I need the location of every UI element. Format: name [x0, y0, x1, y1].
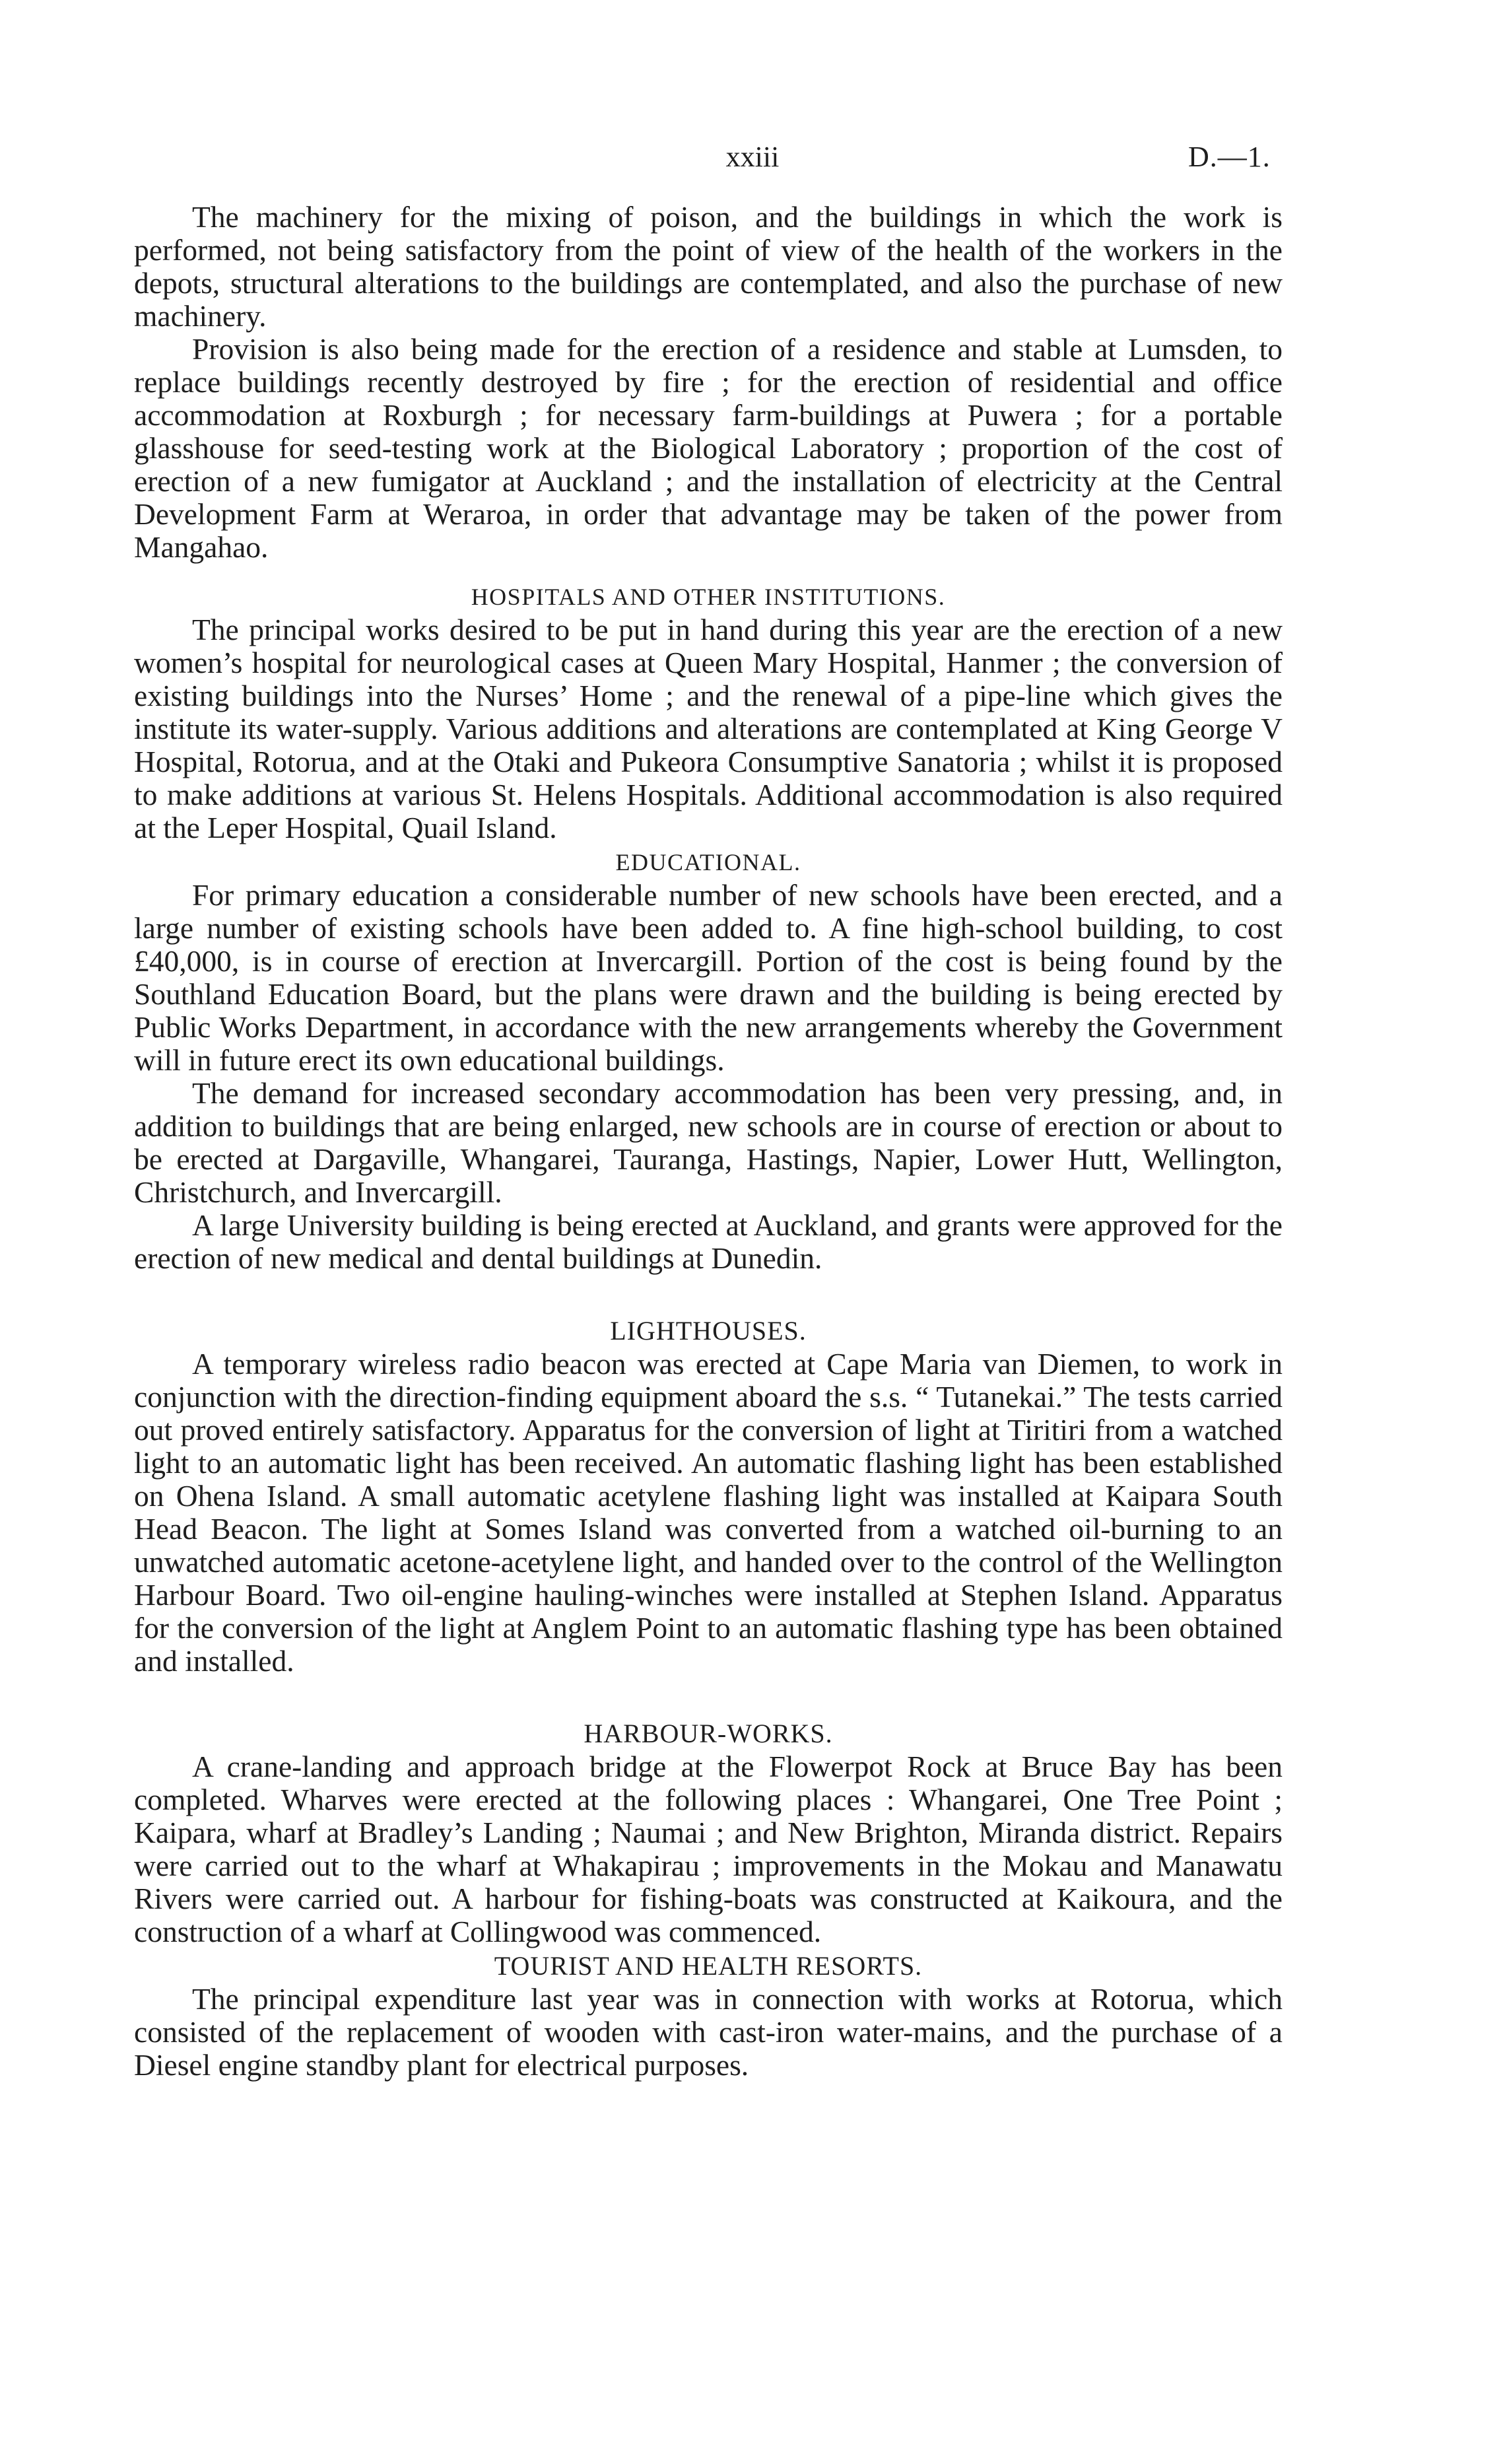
section-heading-tourist-resorts: TOURIST AND HEALTH RESORTS.: [494, 1951, 923, 1981]
paragraph: A large University building is being erected at Auckland, and grants were approved for the erection of new medical and dental buildings at Dunedin.: [134, 1208, 1283, 1275]
paragraph: Provision is also being made for the erection of a residence and stable at Lumsden, to replace buildings recently destroyed by fire ; for the erection of residential and office accommodation at Roxburgh ; for necessary farm-buildings at Puwera ; for a portable glasshouse for seed-testing work at the Biological Laboratory ; proportion of the cost of erection of a new fumigator at Auckland ; and the installation of electricity at the Central Development Farm at Weraroa, in order that advantage may be taken of the power from Mangahao.: [134, 332, 1283, 564]
document-reference: D.—1.: [1188, 141, 1271, 173]
section-heading-harbour-works: HARBOUR-WORKS.: [584, 1719, 833, 1748]
paragraph: For primary education a considerable number of new schools have been erected, and a large number of existing schools have been added to. A fine high-school building, to cost £40,000, is in course of erection at Invercargill. Portion of the cost is being found by the Southland Education Board, but the plans were drawn and the building is being erected by Public Works Department, in accordance with the new arrangements whereby the Government will in future erect its own educational buildings.: [134, 878, 1283, 1077]
section-heading-educational: EDUCATIONAL.: [615, 849, 801, 875]
page-number: xxiii: [725, 141, 780, 173]
section-heading-hospitals: HOSPITALS AND OTHER INSTITUTIONS.: [471, 584, 946, 610]
paragraph: A temporary wireless radio beacon was erected at Cape Maria van Diemen, to work in conjunction with the direction-finding equipment aboard the s.s. “ Tutanekai.” The tests carried out proved entirely satisfactory. Apparatus for the conversion of light at Tiritiri from a watched light to an automatic light has been received. An automatic flashing light has been established on Ohena Island. A small automatic acetylene flashing light was installed at Kaipara South Head Beacon. The light at Somes Island was converted from a watched oil-burning to an unwatched automatic acetone-acetylene light, and handed over to the control of the Wellington Harbour Board. Two oil-engine hauling-winches were installed at Stephen Island. Apparatus for the conversion of the light at Anglem Point to an automatic flashing type has been obtained and installed.: [134, 1347, 1283, 1678]
paragraph: The demand for increased secondary accommodation has been very pressing, and, in addition to buildings that are being enlarged, new schools are in course of erection or about to be erected at Dargaville, Whangarei, Tauranga, Hastings, Napier, Lower Hutt, Wellington, Christchurch, and Invercargill.: [134, 1076, 1283, 1209]
section-heading-lighthouses: LIGHTHOUSES.: [610, 1316, 807, 1346]
paragraph: The principal expenditure last year was in connection with works at Rotorua, which consisted of the replacement of wooden with cast-iron water-mains, and the purchase of a Diesel engine standby plant for electrical purposes.: [134, 1982, 1283, 2082]
paragraph: The machinery for the mixing of poison, and the buildings in which the work is performed, not being satisfactory from the point of view of the health of the workers in the depots, structural alterations to the buildings are contemplated, and also the purchase of new machinery.: [134, 200, 1283, 333]
body-text: [134, 201, 1283, 2082]
paragraph: A crane-landing and approach bridge at the Flowerpot Rock at Bruce Bay has been completed. Wharves were erected at the following places : Whangarei, One Tree Point ; Kaipara, wharf at Bradley’s Landing ; Naumai ; and New Brighton, Miranda district. Repairs were carried out to the wharf at Whakapirau ; improvements in the Mokau and Manawatu Rivers were carried out. A harbour for fishing-boats was constructed at Kaikoura, and the construction of a wharf at Collingwood was commenced.: [134, 1750, 1283, 1948]
paragraph: The principal works desired to be put in hand during this year are the erection of a new women’s hospital for neurological cases at Queen Mary Hospital, Hanmer ; the conversion of existing buildings into the Nurses’ Home ; and the renewal of a pipe-line which gives the institute its water-supply. Various additions and alterations are contemplated at King George V Hospital, Rotorua, and at the Otaki and Pukeora Consumptive Sanatoria ; whilst it is proposed to make additions at various St. Helens Hospitals. Additional accommodation is also required at the Leper Hospital, Quail Island.: [134, 613, 1283, 844]
